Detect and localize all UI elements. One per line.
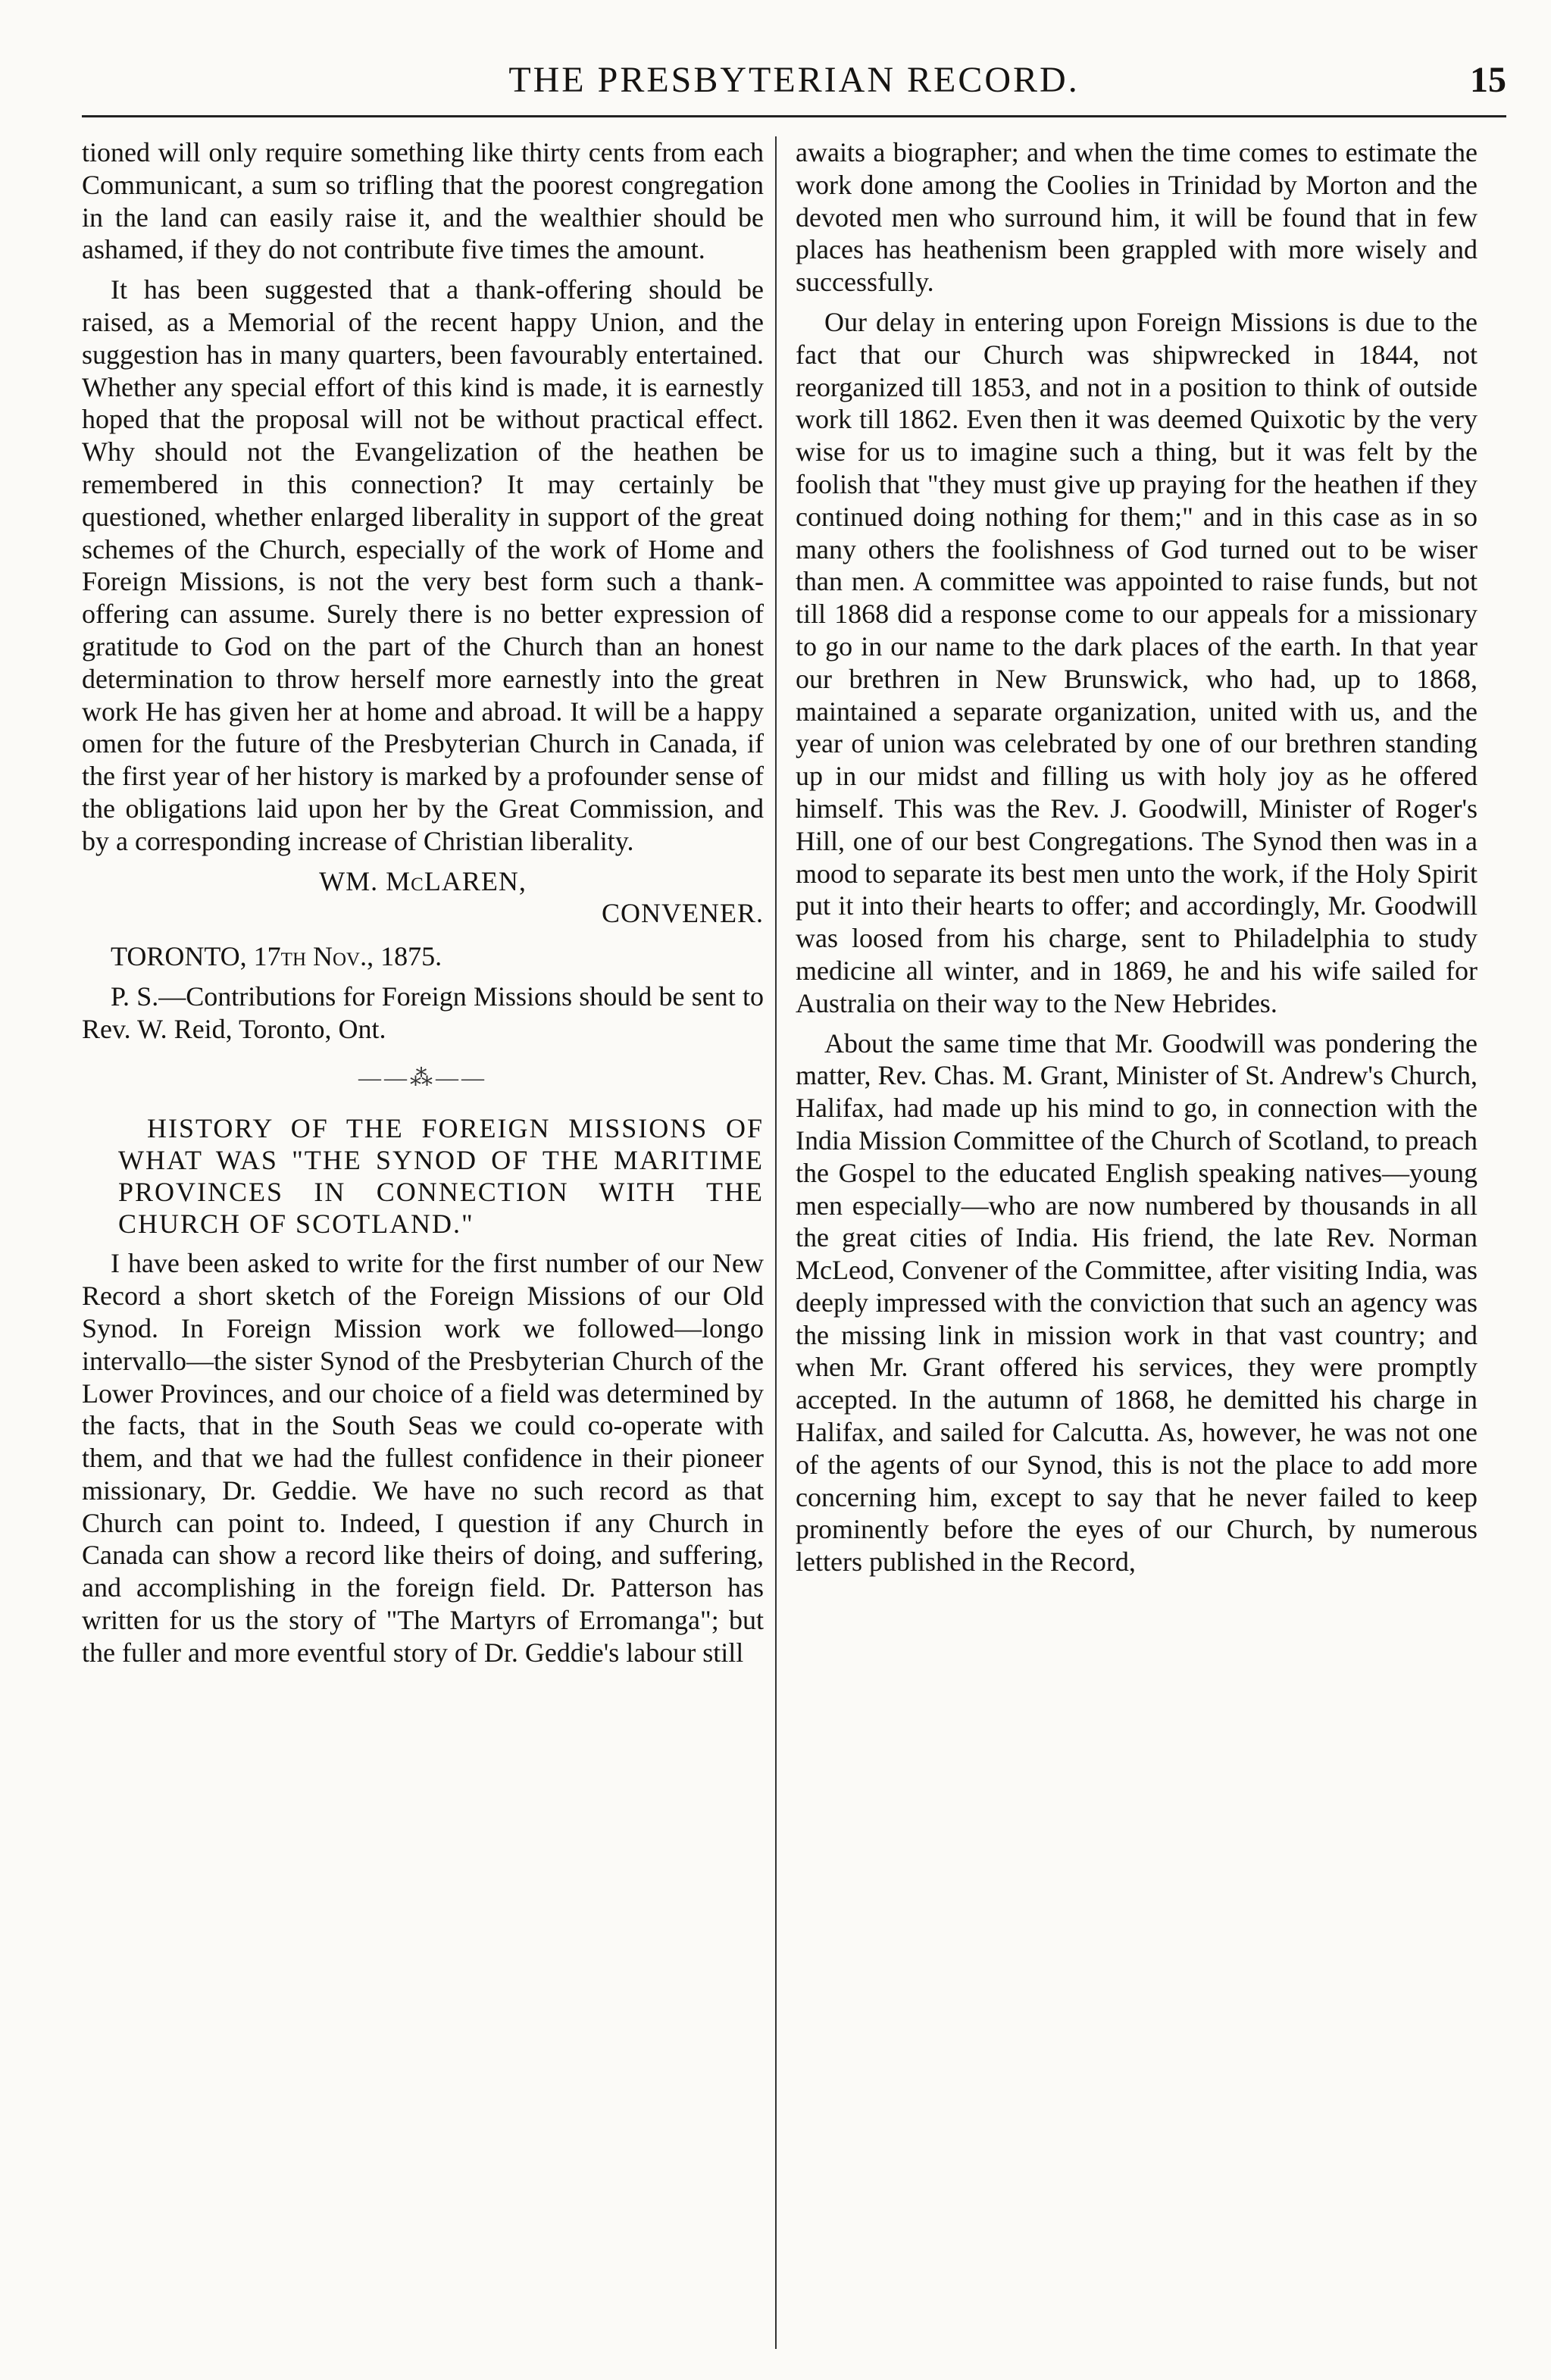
paragraph: I have been asked to write for the first number of our New Record a short sketch of the Foreign Missions of our Old Synod. In Foreign Mission work we followed—longo intervallo—the sister Synod of the Presbyterian Church of the Lower Provinces, and our choice of a field was determined by the facts, that in the South Seas we could co-operate with them, and that we had the fullest confidence in their pioneer missionary, Dr. Geddie. We have no such record as that Church can point to. Indeed, I question if any Church in Canada can show a record like theirs of doing, and suffering, and accomplishing in the foreign field. Dr. Patterson has written for us the story of "The Martyrs of Erromanga"; but the fuller and more eventful story of Dr. Geddie's labour still — [82, 1248, 764, 1668]
paragraph: It has been suggested that a thank-offering should be raised, as a Memorial of the recent happy Union, and the suggestion has in many quarters, been favourably entertained. Whether any special effort of this kind is made, it is earnestly hoped that the proposal will not be without practical effect. Why should not the Evangelization of the heathen be remembered in this connection? It may certainly be questioned, whether enlarged liberality in support of the great schemes of the Church, especially of the work of Home and Foreign Missions, is not the very best form such a thank-offering can assume. Surely there is no better expression of gratitude to God on the part of the Church than an honest determination to throw herself more earnestly into the great work He has given her at home and abroad. It will be a happy omen for the future of the Presbyterian Church in Canada, if the first year of her history is marked by a profounder sense of the obligations laid upon her by the Great Commission, and by a corresponding increase of Christian liberality. — [82, 274, 764, 856]
column-divider — [775, 136, 777, 2349]
paragraph: Our delay in entering upon Foreign Missions is due to the fact that our Church was shipwrecked in 1844, not reorganized till 1853, and not in a position to think of outside work till 1862. Even then it was deemed Quixotic by the very wise for us to imagine such a thing, but it was felt by the foolish that "they must give up praying for the heathen if they continued doing nothing for them;" and in this case as in so many others the foolishness of God turned out to be wiser than men. A committee was appointed to raise funds, but not till 1868 did a response come to our appeals for a missionary to go in our name to the dark places of the earth. In that year our brethren in New Brunswick, who had, up to 1868, maintained a separate organization, united with us, and the year of union was celebrated by one of our brethren standing up in our midst and filling us with holy joy as he offered himself. This was the Rev. J. Goodwill, Minister of Roger's Hill, one of our best Congregations. The Synod then was in a mood to separate its best men unto the work, if the Holy Spirit put it into their hearts to offer; and accordingly, Mr. Goodwill was loosed from his charge, sent to Philadelphia to study medicine all winter, and in 1869, he and his wife sailed for Australia on their way to the New Hebrides. — [796, 306, 1478, 1018]
dateline: TORONTO, 17th Nov., 1875. — [111, 941, 442, 972]
page-header — [82, 52, 1506, 109]
header-rule — [82, 115, 1506, 117]
paragraph: tioned will only require something like thirty cents from each Communicant, a sum so trifling that the poorest congregation in the land can easily raise it, and the wealthier should be ashamed, if they do not contribute five times the amount. — [82, 137, 764, 265]
paragraph: awaits a biographer; and when the time comes to estimate the work done among the Coolies in Trinidad by Morton and the devoted men who surround him, it will be found that in few places has heathenism been grappled with more wisely and successfully. — [796, 137, 1478, 298]
page-number: 15 — [1470, 60, 1506, 100]
postscript: P. S.—Contributions for Foreign Missions should be sent to Rev. W. Reid, Toronto, Ont. — [82, 980, 764, 1044]
ornament-divider: ——⁂—— — [358, 1065, 487, 1090]
left-column — [82, 136, 764, 2357]
right-column — [796, 136, 1478, 2357]
signature: WM. McLAREN, — [319, 865, 527, 896]
signature-role: CONVENER. — [602, 898, 764, 929]
paragraph: About the same time that Mr. Goodwill was pondering the matter, Rev. Chas. M. Grant, Minister of St. Andrew's Church, Halifax, had made up his mind to go, in connection with the India Mission Committee of the Church of Scotland, to preach the Gospel to the educated English speaking natives—young men especially—who are now numbered by thousands in all the great cities of India. His friend, the late Rev. Norman McLeod, Convener of the Committee, after visiting India, was deeply impressed with the conviction that such an agency was the missing link in mission work in that vast country; and when Mr. Grant offered his services, they were promptly accepted. In the autumn of 1868, he demitted his charge in Halifax, and sailed for Calcutta. As, however, he was not one of the agents of our Synod, this is not the place to add more concerning him, except to say that he never failed to keep prominently before the eyes of our Church, by numerous letters published in the Record, — [796, 1027, 1478, 1578]
article-title: HISTORY OF THE FOREIGN MISSIONS OF WHAT WAS "THE SYNOD OF THE MARITIME PROVINCES IN CONNECTION WITH THE CHURCH OF SCOTLAND." — [118, 1113, 764, 1240]
publication-title: THE PRESBYTERIAN RECORD. — [508, 60, 1080, 100]
